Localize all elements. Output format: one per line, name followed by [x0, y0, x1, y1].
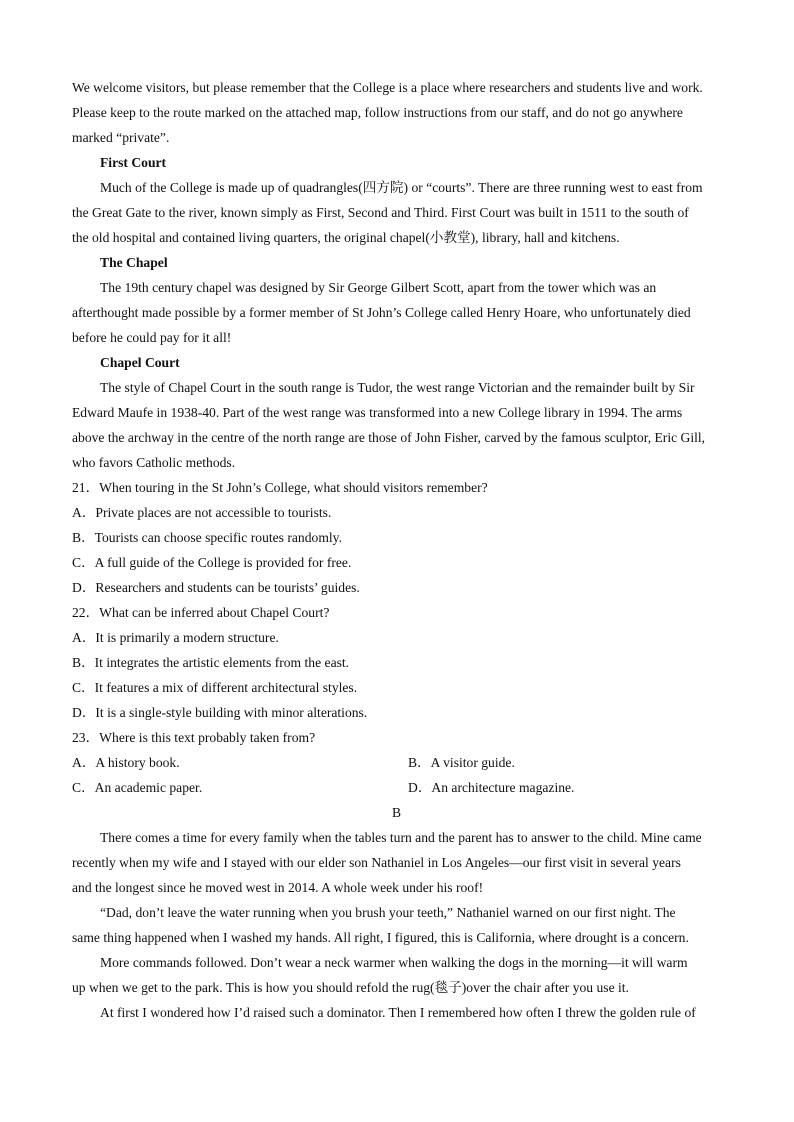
answer-option: B．It integrates the artistic elements from the east. [72, 655, 350, 670]
paragraph-line: and the longest since he moved west in 2014. A whole week under his roof! [72, 880, 484, 895]
paragraph-line: There comes a time for every family when the tables turn and the parent has to answer to the child. Mine came [100, 830, 702, 845]
paragraph-line: More commands followed. Don’t wear a neck warmer when walking the dogs in the morning—it will warm [100, 955, 688, 970]
intro-line: Please keep to the route marked on the attached map, follow instructions from our staff, and do not go anywhere [72, 105, 683, 120]
paragraph-line: The style of Chapel Court in the south range is Tudor, the west range Victorian and the remainder built by Sir [100, 380, 695, 395]
paragraph-line: above the archway in the centre of the north range are those of John Fisher, carved by the famous sculptor, Eric Gill, [72, 430, 706, 445]
answer-option: A．A history book. [72, 755, 180, 770]
answer-option: A．It is primarily a modern structure. [72, 630, 279, 645]
paragraph-line: who favors Catholic methods. [72, 455, 236, 470]
section-label-b: B [392, 805, 402, 820]
paragraph-line: recently when my wife and I stayed with our elder son Nathaniel in Los Angeles—our first visit in several years [72, 855, 681, 870]
section-heading-first-court: First Court [100, 155, 167, 170]
intro-line: marked “private”. [72, 130, 170, 145]
answer-option: D．Researchers and students can be tourists’ guides. [72, 580, 360, 595]
paragraph-line: same thing happened when I washed my hands. All right, I figured, this is California, where drought is a concern. [72, 930, 689, 945]
paragraph-line: Edward Maufe in 1938-40. Part of the west range was transformed into a new College library in 1994. The arms [72, 405, 683, 420]
question-stem-22: 22．What can be inferred about Chapel Court? [72, 605, 330, 620]
answer-option: B．A visitor guide. [408, 755, 515, 770]
paragraph-line: before he could pay for it all! [72, 330, 232, 345]
paragraph-line: “Dad, don’t leave the water running when you brush your teeth,” Nathaniel warned on our first night. The [100, 905, 676, 920]
paragraph-line: up when we get to the park. This is how you should refold the rug(毯子)over the chair after you use it. [72, 980, 629, 995]
answer-option: C．A full guide of the College is provided for free. [72, 555, 352, 570]
intro-line: We welcome visitors, but please remember that the College is a place where researchers and students live and work. [72, 80, 703, 95]
answer-option: C．It features a mix of different architectural styles. [72, 680, 358, 695]
paragraph-line: the old hospital and contained living quarters, the original chapel(小教堂), library, hall and kitchens. [72, 230, 620, 245]
section-heading-the-chapel: The Chapel [100, 255, 168, 270]
answer-option: D．It is a single-style building with minor alterations. [72, 705, 368, 720]
paragraph-line: afterthought made possible by a former member of St John’s College called Henry Hoare, who unfortunately died [72, 305, 691, 320]
answer-option: D．An architecture magazine. [408, 780, 575, 795]
question-stem-21: 21．When touring in the St John’s College, what should visitors remember? [72, 480, 488, 495]
paragraph-line: At first I wondered how I’d raised such a dominator. Then I remembered how often I threw the golden rule of [100, 1005, 696, 1020]
answer-option: B．Tourists can choose specific routes randomly. [72, 530, 342, 545]
answer-option: A．Private places are not accessible to tourists. [72, 505, 332, 520]
section-heading-chapel-court: Chapel Court [100, 355, 180, 370]
paragraph-line: The 19th century chapel was designed by Sir George Gilbert Scott, apart from the tower which was an [100, 280, 657, 295]
paragraph-line: the Great Gate to the river, known simply as First, Second and Third. First Court was built in 1511 to the south of [72, 205, 689, 220]
paragraph-line: Much of the College is made up of quadrangles(四方院) or “courts”. There are three running west to east from [100, 180, 703, 195]
answer-option: C．An academic paper. [72, 780, 203, 795]
question-stem-23: 23．Where is this text probably taken from? [72, 730, 316, 745]
